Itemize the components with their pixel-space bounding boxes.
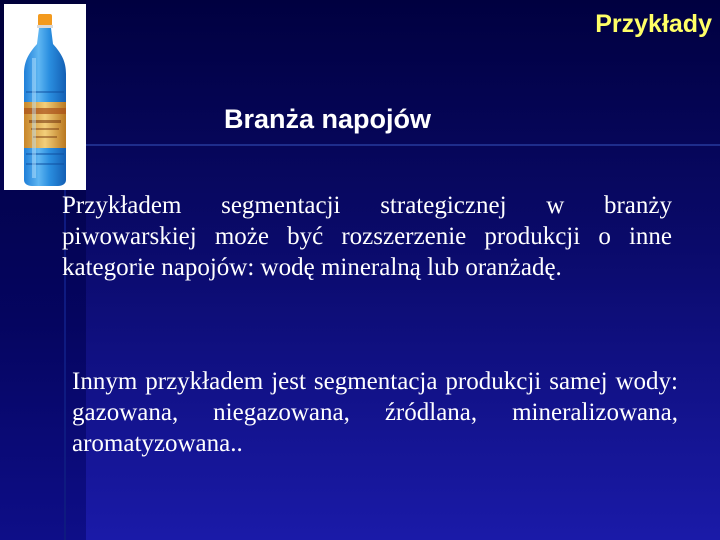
body-paragraph-1: Przykładem segmentacji strategicznej w branży piwowarskiej może być rozszerzenie produkcji o inne kategorie napojów: wodę mineralną lub oranżadę.	[62, 192, 672, 281]
slide-title: Branża napojów	[224, 104, 432, 134]
water-bottle-icon	[4, 4, 86, 190]
header-title: Przykłady	[595, 10, 712, 38]
body-paragraph-2: Innym przykładem jest segmentacja produkcji samej wody: gazowana, niegazowana, źródlana, mineralizowana, aromatyzowana..	[72, 368, 678, 457]
header-divider	[86, 144, 720, 146]
product-photo	[4, 4, 86, 190]
